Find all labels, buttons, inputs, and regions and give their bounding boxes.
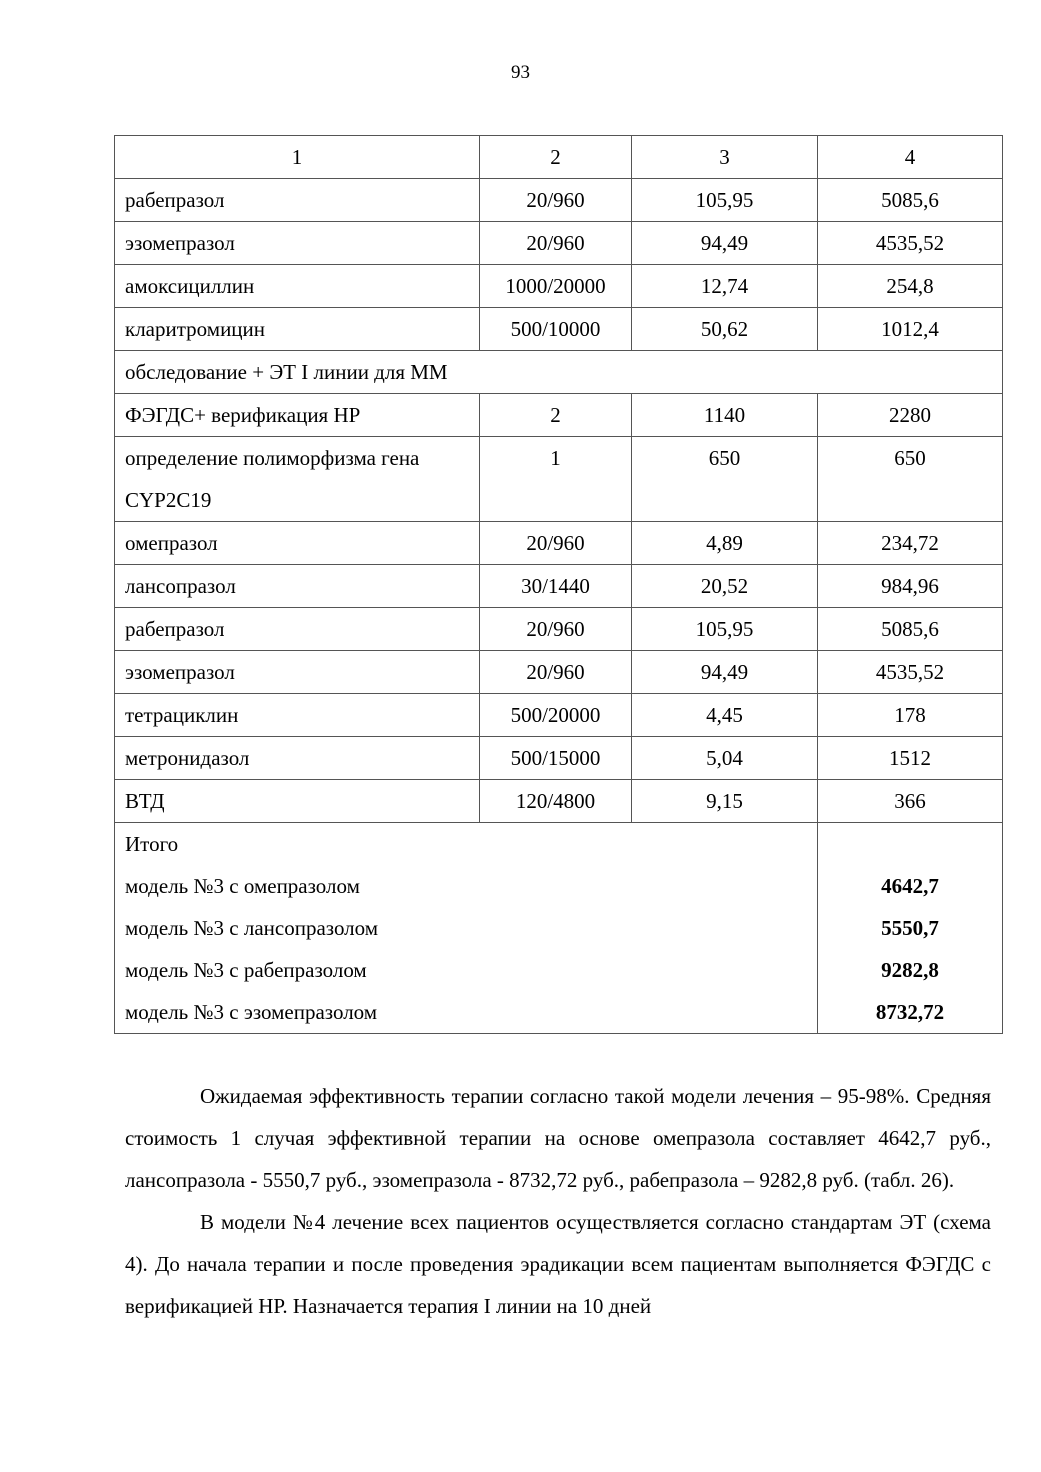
item-name: кларитромицин <box>115 308 480 351</box>
item-value: 500/15000 <box>480 737 632 780</box>
table-row <box>115 522 1003 565</box>
item-value: 20/960 <box>480 608 632 651</box>
item-value: 650 <box>818 437 1003 522</box>
item-value: 4535,52 <box>818 651 1003 694</box>
table-row <box>115 394 1003 437</box>
item-name: эзомепразол <box>115 222 480 265</box>
item-value: 366 <box>818 780 1003 823</box>
model-total-value: 4642,7 <box>881 874 939 898</box>
item-name: ФЭГДС+ верификация НР <box>115 394 480 437</box>
model-name: модель №3 с омепразолом <box>125 874 360 898</box>
model-name: модель №3 с лансопразолом <box>125 916 379 940</box>
item-name: рабепразол <box>115 179 480 222</box>
item-value: 2 <box>480 394 632 437</box>
table-row <box>115 265 1003 308</box>
item-value: 4,89 <box>632 522 818 565</box>
item-value: 178 <box>818 694 1003 737</box>
item-value: 20/960 <box>480 179 632 222</box>
item-value: 5085,6 <box>818 608 1003 651</box>
item-value: 500/20000 <box>480 694 632 737</box>
table-row <box>115 222 1003 265</box>
item-value: 4535,52 <box>818 222 1003 265</box>
table-row <box>115 651 1003 694</box>
item-value: 1140 <box>632 394 818 437</box>
item-name: определение полиморфизма гена CYP2C19 <box>115 437 480 522</box>
paragraph: Ожидаемая эффективность терапии согласно такой модели лечения – 95-98%. Средняя стоимость 1 случая эффективной терапии на основе омепразола составляет 4642,7 руб., лансопразола - 5550,7 руб., эзомепразола - 8732,72 руб., рабепразола – 9282,8 руб. (табл. 26). <box>125 1084 991 1192</box>
item-name: метронидазол <box>115 737 480 780</box>
item-value: 30/1440 <box>480 565 632 608</box>
item-name: тетрациклин <box>115 694 480 737</box>
table-row <box>115 437 1003 522</box>
item-value: 4,45 <box>632 694 818 737</box>
item-name: эзомепразол <box>115 651 480 694</box>
section-title: обследование + ЭТ I линии для ММ <box>115 351 1003 394</box>
table-row <box>115 308 1003 351</box>
item-value: 94,49 <box>632 651 818 694</box>
item-name: лансопразол <box>115 565 480 608</box>
item-value: 500/10000 <box>480 308 632 351</box>
item-value: 650 <box>632 437 818 522</box>
item-value: 9,15 <box>632 780 818 823</box>
table-header-row <box>115 136 1003 179</box>
item-value: 1512 <box>818 737 1003 780</box>
item-value: 105,95 <box>632 608 818 651</box>
item-value: 1000/20000 <box>480 265 632 308</box>
total-row <box>115 823 1003 1034</box>
model-total-value: 9282,8 <box>881 958 939 982</box>
column-number-1: 1 <box>115 136 480 179</box>
model-total-value: 5550,7 <box>881 916 939 940</box>
item-value: 984,96 <box>818 565 1003 608</box>
item-value: 120/4800 <box>480 780 632 823</box>
item-name: амоксициллин <box>115 265 480 308</box>
model-total-value: 8732,72 <box>875 1000 945 1024</box>
table-row <box>115 608 1003 651</box>
item-name: ВТД <box>115 780 480 823</box>
total-spacer <box>828 823 992 865</box>
total-labels <box>115 823 818 1034</box>
column-number-2: 2 <box>480 136 632 179</box>
cost-table <box>114 135 1003 1034</box>
table-row <box>115 694 1003 737</box>
item-value: 254,8 <box>818 265 1003 308</box>
item-value: 1012,4 <box>818 308 1003 351</box>
item-value: 2280 <box>818 394 1003 437</box>
total-values <box>818 823 1003 1034</box>
item-value: 20/960 <box>480 522 632 565</box>
paragraph: В модели №4 лечение всех пациентов осуществляется согласно стандартам ЭТ (схема 4). До начала терапии и после проведения эрадикации всем пациентам выполняется ФЭГДС с верификацией НР. Назначается терапия I линии на 10 дней <box>125 1210 991 1318</box>
model-name: модель №3 с рабепразолом <box>125 958 367 982</box>
total-label: Итого <box>125 832 179 856</box>
item-value: 1 <box>480 437 632 522</box>
item-value: 50,62 <box>632 308 818 351</box>
item-value: 234,72 <box>818 522 1003 565</box>
item-value: 105,95 <box>632 179 818 222</box>
item-value: 20/960 <box>480 651 632 694</box>
item-value: 94,49 <box>632 222 818 265</box>
column-number-4: 4 <box>818 136 1003 179</box>
page-number: 93 <box>511 62 530 83</box>
model-name: модель №3 с эзомепразолом <box>125 1000 378 1024</box>
item-name: омепразол <box>115 522 480 565</box>
item-name: рабепразол <box>115 608 480 651</box>
item-value: 20,52 <box>632 565 818 608</box>
table-row <box>115 737 1003 780</box>
body-text <box>125 1075 991 1327</box>
table-row <box>115 780 1003 823</box>
section-row <box>115 351 1003 394</box>
table-row <box>115 179 1003 222</box>
item-value: 12,74 <box>632 265 818 308</box>
column-number-3: 3 <box>632 136 818 179</box>
item-value: 5085,6 <box>818 179 1003 222</box>
item-value: 20/960 <box>480 222 632 265</box>
item-value: 5,04 <box>632 737 818 780</box>
table-row <box>115 565 1003 608</box>
